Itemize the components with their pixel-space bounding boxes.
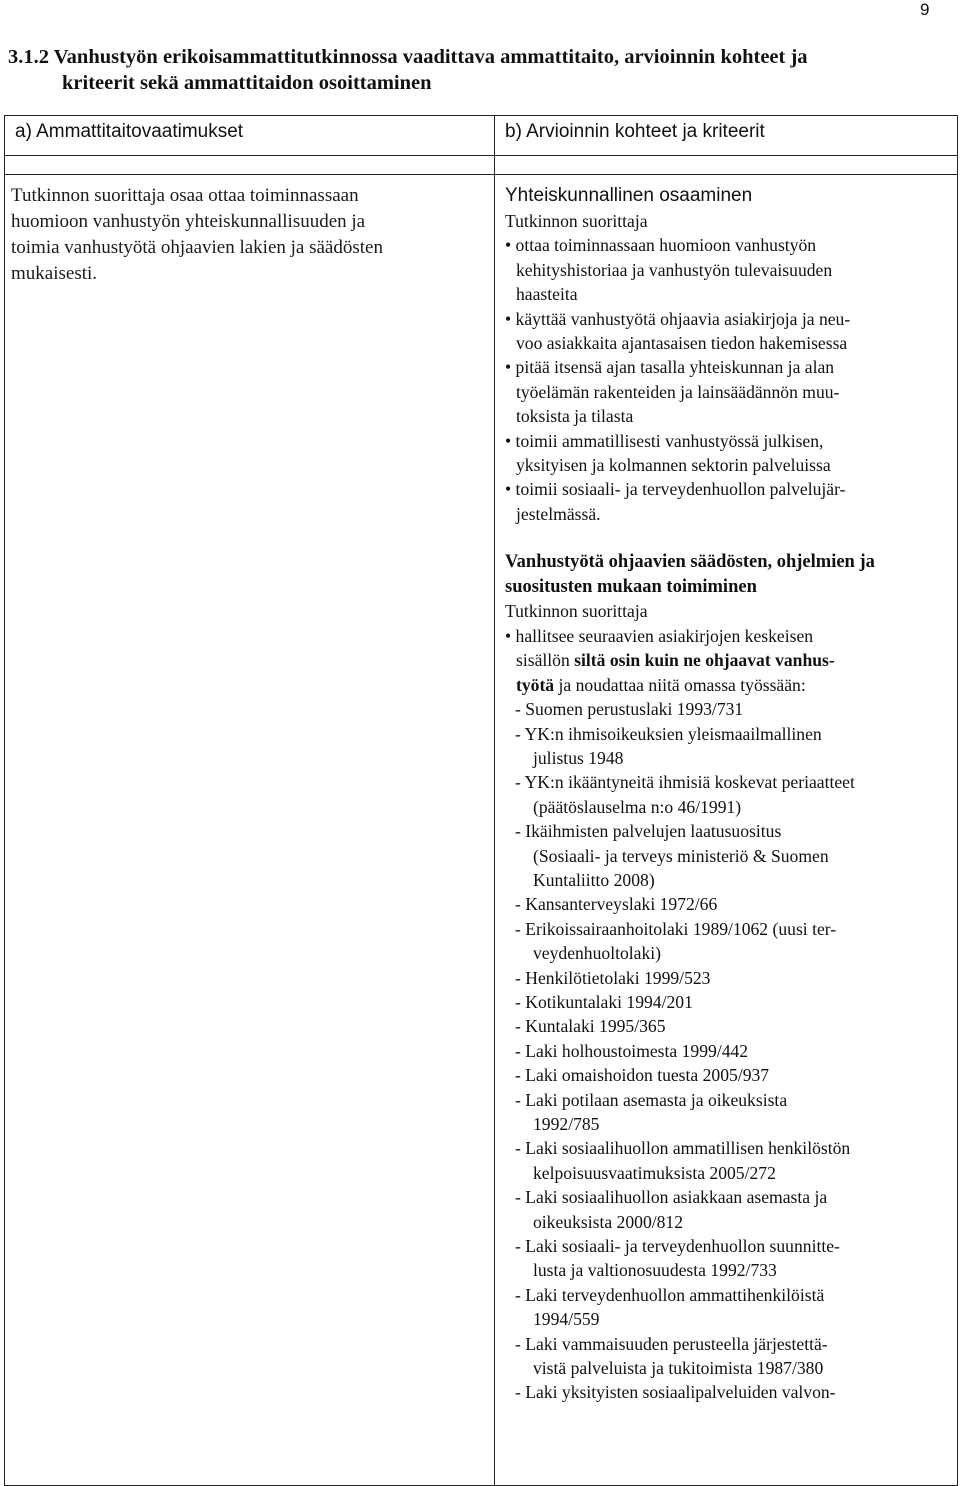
heading-line-1: 3.1.2 Vanhustyön erikoisammattitutkinnossa vaadittava ammattitaito, arvioinnin kohteet ja [8,46,808,68]
law-item: - Kotikuntalaki 1994/201 [515,991,693,1012]
requirements-text [5,175,494,287]
law-item: - Laki sosiaalihuollon ammatillisen henkilöstön [515,1138,851,1159]
law-item: lusta ja valtionosuudesta 1992/733 [533,1260,777,1281]
law-item: - Kansanterveyslaki 1972/66 [515,894,718,915]
legislation-bullet-line [505,648,951,672]
law-item: 1994/559 [533,1309,600,1330]
law-item: kelpoisuusvaatimuksista 2005/272 [533,1162,776,1183]
criteria-line: voo asiakkaita ajantasaisen tiedon hakemisessa [516,333,848,354]
law-item: - Laki terveydenhuollon ammattihenkilöistä [515,1284,825,1305]
law-item: - Kuntalaki 1995/365 [515,1016,666,1037]
spacer-cell-a [5,156,495,175]
law-item: Kuntaliitto 2008) [533,869,655,890]
criteria-line: yksityisen ja kolmannen sektorin palveluissa [516,455,831,476]
legislation-bullet-line: • hallitsee seuraavien asiakirjojen keskeisen [505,625,814,646]
section-gap [505,526,951,550]
law-item: - Laki holhoustoimesta 1999/442 [515,1040,749,1061]
requirement-line: toimia vanhustyötä ohjaavien lakien ja säädösten [11,237,383,258]
law-item: julistus 1948 [533,747,624,768]
law-item: - Laki sosiaali- ja terveydenhuollon suunnitte- [515,1236,840,1257]
criteria-line: toksista ja tilasta [516,406,634,427]
criteria-line: työelämän rakenteiden ja lainsäädännön muu- [516,381,840,402]
column-b-header: b) Arvioinnin kohteet ja kriteerit [495,116,958,156]
section-title-societal: Yhteiskunnallinen osaaminen [505,185,753,206]
criteria-line: • toimii ammatillisesti vanhustyössä julkisen, [505,430,824,451]
law-item: vistä palveluista ja tukitoimista 1987/380 [533,1358,824,1379]
section-subject-2: Tutkinnon suorittaja [505,601,648,622]
law-item: - Erikoissairaanhoitolaki 1989/1062 (uusi ter- [515,918,837,939]
criteria-cell [495,175,958,1486]
competence-table [4,115,958,1486]
law-list [505,697,951,1405]
requirements-cell [5,175,495,1486]
page-number: 9 [920,0,930,19]
law-item: - Laki vammaisuuden perusteella järjestettä- [515,1333,828,1354]
law-item: (Sosiaali- ja terveys ministeriö & Suomen [533,845,829,866]
legislation-bullet-line [505,673,951,697]
section-title-legislation-2: suositusten mukaan toimiminen [505,576,757,597]
law-item: - Henkilötietolaki 1999/523 [515,967,711,988]
section-heading [8,44,948,96]
table-body-row [5,175,958,1486]
law-item: - YK:n ihmisoikeuksien yleismaailmallinen [515,723,822,744]
law-item: oikeuksista 2000/812 [533,1211,684,1232]
criteria-line: jestelmässä. [516,503,601,524]
requirement-line: huomioon vanhustyön yhteiskunnallisuuden ja [11,211,366,232]
legislation-text: ja noudattaa niitä omassa työssään: [554,674,806,695]
law-item: (päätöslauselma n:o 46/1991) [533,796,742,817]
column-a-header: a) Ammattitaitovaatimukset [5,116,495,156]
law-item: - Laki yksityisten sosiaalipalveluiden valvon- [515,1382,836,1403]
law-item: - YK:n ikääntyneitä ihmisiä koskevat periaatteet [515,772,855,793]
criteria-line: • ottaa toiminnassaan huomioon vanhustyön [505,235,817,256]
criteria-line: haasteita [516,284,578,305]
heading-line-2: kriteerit sekä ammattitaidon osoittaminen [62,72,432,94]
criteria-line: • toimii sosiaali- ja terveydenhuollon palvelujär- [505,479,846,500]
criteria-line: kehityshistoriaa ja vanhustyön tulevaisuuden [516,259,833,280]
legislation-text-bold: työtä [516,674,555,695]
law-item: - Suomen perustuslaki 1993/731 [515,699,744,720]
law-item: - Ikäihmisten palvelujen laatusuositus [515,821,782,842]
spacer-row [5,156,958,175]
spacer-cell-b [495,156,958,175]
requirement-line: Tutkinnon suorittaja osaa ottaa toiminnassaan [11,185,359,206]
criteria-line: • käyttää vanhustyötä ohjaavia asiakirjoja ja neu- [505,308,851,329]
requirement-line: mukaisesti. [11,263,98,284]
table-header-row [5,116,958,156]
societal-criteria-list [505,233,951,526]
law-item: - Laki sosiaalihuollon asiakkaan asemasta ja [515,1187,828,1208]
law-item: 1992/785 [533,1114,600,1134]
law-item: - Laki omaishoidon tuesta 2005/937 [515,1065,770,1086]
criteria-line: • pitää itsensä ajan tasalla yhteiskunnan ja alan [505,357,835,378]
law-item: veydenhuoltolaki) [533,943,662,964]
legislation-text: sisällön [516,650,575,671]
legislation-text-bold: siltä osin kuin ne ohjaavat vanhus- [574,650,835,671]
law-item: - Laki potilaan asemasta ja oikeuksista [515,1089,788,1110]
section-title-legislation-1: Vanhustyötä ohjaavien säädösten, ohjelmien ja [505,552,875,573]
criteria-content [495,175,957,1405]
section-subject: Tutkinnon suorittaja [505,211,648,231]
